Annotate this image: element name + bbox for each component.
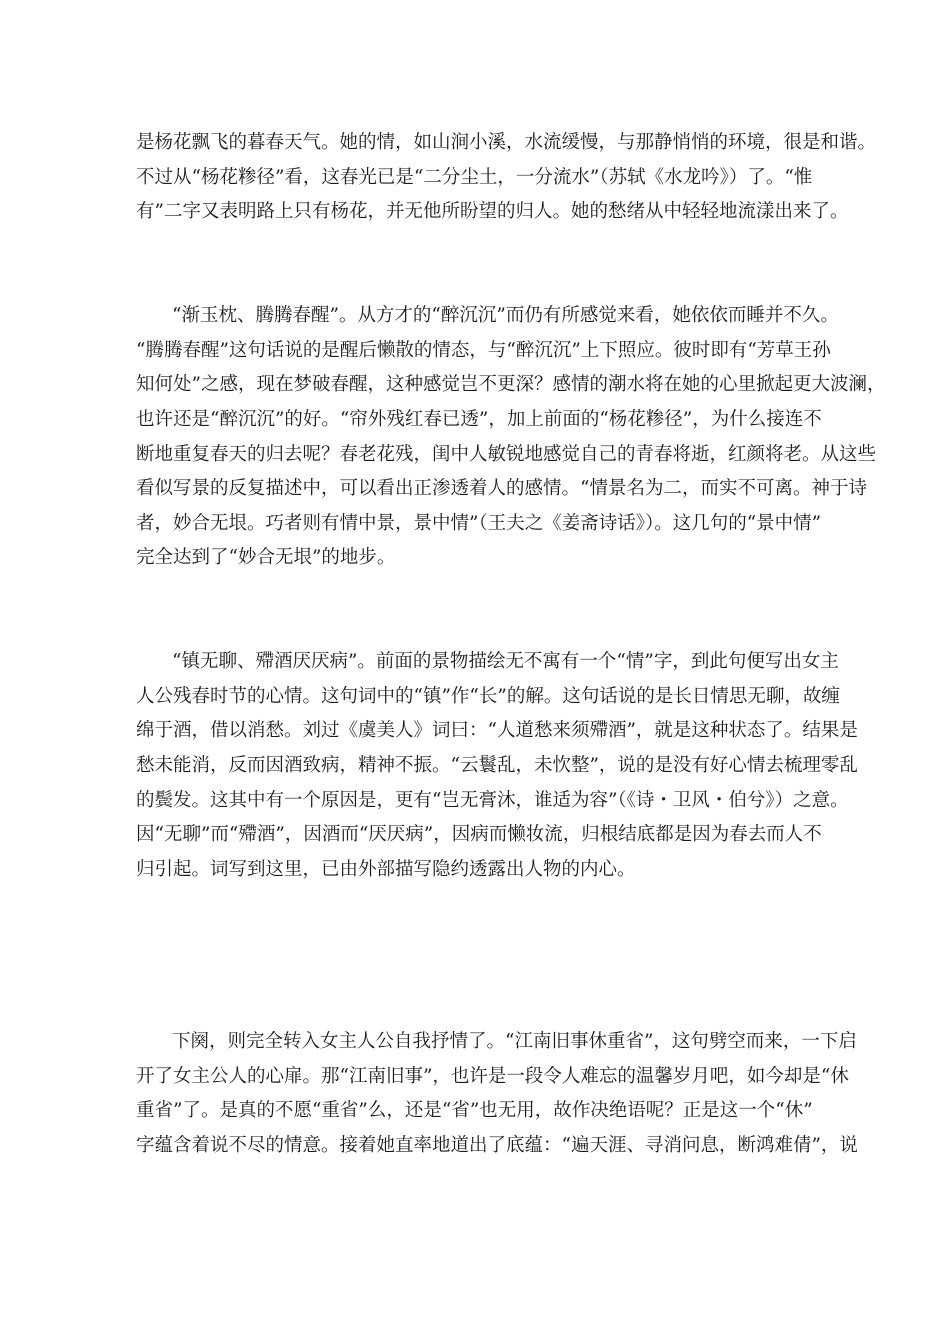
text-line: 也许还是“醉沉沉”的好。“帘外残红春已透”，加上前面的“杨花糁径”，为什么接连不 (136, 409, 822, 430)
text-line: 字蕴含着说不尽的情意。接着她直率地道出了底蕴：“遍天涯、寻消问息，断鸿难倩”，说 (136, 1135, 858, 1156)
text-line: “渐玉枕、腾腾春醒”。从方才的“醉沉沉”而仍有所感觉来看，她依依而睡并不久。 (172, 305, 839, 326)
text-line: “腾腾春醒”这句话说的是醒后懒散的情态，与“醉沉沉”上下照应。彼时即有“芳草王孙 (136, 340, 831, 361)
text-line: 是杨花飘飞的暮春天气。她的情，如山涧小溪，水流缓慢，与那静悄悄的环境，很是和谐。 (136, 132, 877, 153)
text-line: “镇无聊、殢酒厌厌病”。前面的景物描绘无不寓有一个“情”字，到此句便写出女主 (172, 651, 839, 672)
text-line: 绵于酒，借以消愁。刘过《虞美人》词曰：“人道愁来须殢酒”，就是这种状态了。结果是 (136, 720, 858, 741)
text-line: 开了女主公人的心扉。那“江南旧事”，也许是一段令人难忘的温馨岁月吧，如今却是“休 (136, 1066, 849, 1087)
text-line: 人公残春时节的心情。这句词中的“镇”作“长”的解。这句话说的是长日情思无聊，故缠 (136, 686, 840, 707)
text-line: 归引起。词写到这里，已由外部描写隐约透露出人物的内心。 (136, 859, 636, 880)
text-line: 知何处”之感，现在梦破春醒，这种感觉岂不更深？感情的潮水将在她的心里掀起更大波澜， (136, 374, 886, 395)
text-line: 不过从“杨花糁径”看，这春光已是“二分尘土，一分流水”（苏轼《水龙吟》）了。“惟 (136, 167, 813, 188)
text-line: 下阕，则完全转入女主人公自我抒情了。“江南旧事休重省”，这句劈空而来，一下启 (172, 1031, 857, 1052)
text-line: 看似写景的反复描述中，可以看出正渗透着人的感情。“情景名为二，而实不可离。神于诗 (136, 478, 867, 499)
text-line: 完全达到了“妙合无垠”的地步。 (136, 547, 396, 568)
text-line: 者，妙合无垠。巧者则有情中景，景中情”（王夫之《姜斋诗话》）。这几句的“景中情” (136, 513, 822, 534)
text-line: 的鬓发。这其中有一个原因是，更有“岂无膏沐，谁适为容”（《诗・卫风・伯兮》）之意。 (136, 790, 849, 811)
text-line: 愁未能消，反而因酒致病，精神不振。“云鬟乱，未忺整”，说的是没有好心情去梳理零乱 (136, 755, 858, 776)
text-line: 断地重复春天的归去呢？春老花残，闺中人敏锐地感觉自己的青春将逝，红颜将老。从这些 (136, 444, 877, 465)
text-line: 重省”了。是真的不愿“重省”么，还是“省”也无用，故作决绝语呢？正是这一个“休” (136, 1100, 813, 1121)
text-line: 因“无聊”而“殢酒”，因酒而“厌厌病”，因病而懒妆流，归根结底都是因为春去而人不 (136, 824, 822, 845)
text-line: 有”二字又表明路上只有杨花，并无他所盼望的归人。她的愁绪从中轻轻地流漾出来了。 (136, 201, 849, 222)
